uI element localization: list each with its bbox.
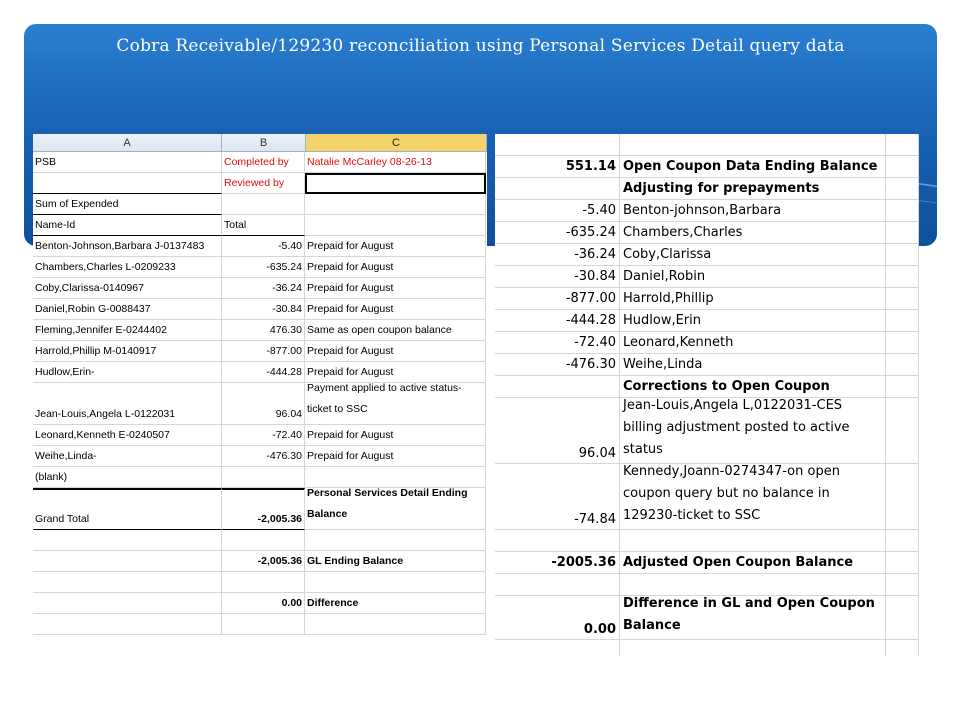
cell[interactable]: -2005.36	[495, 552, 620, 574]
table-row	[33, 236, 487, 257]
table-row	[33, 572, 487, 593]
column-header-a[interactable]: A	[33, 134, 222, 152]
table-row	[33, 341, 487, 362]
cell[interactable]	[620, 530, 886, 552]
cell[interactable]	[495, 530, 620, 552]
cell[interactable]	[886, 376, 919, 398]
cell[interactable]	[33, 551, 222, 572]
table-row	[495, 332, 919, 354]
cell[interactable]	[886, 266, 919, 288]
cell[interactable]	[886, 398, 919, 464]
cell[interactable]: Open Coupon Data Ending Balance	[620, 156, 886, 178]
cell[interactable]: Daniel,Robin G-0088437	[33, 299, 222, 320]
cell[interactable]: -30.84	[222, 299, 305, 320]
cell[interactable]: Adjusted Open Coupon Balance	[620, 552, 886, 574]
table-row	[33, 320, 487, 341]
table-row	[495, 552, 919, 574]
cell[interactable]	[886, 288, 919, 310]
cell[interactable]: -635.24	[495, 222, 620, 244]
cell[interactable]: Jean-Louis,Angela L-0122031	[33, 383, 222, 425]
cell[interactable]	[886, 332, 919, 354]
cell[interactable]	[886, 156, 919, 178]
cell[interactable]: Hudlow,Erin-	[33, 362, 222, 383]
cell[interactable]: -476.30	[222, 446, 305, 467]
cell[interactable]: Coby,Clarissa-0140967	[33, 278, 222, 299]
table-row	[495, 178, 919, 200]
cell[interactable]: -5.40	[222, 236, 305, 257]
cell[interactable]: -476.30	[495, 354, 620, 376]
cell[interactable]: -36.24	[495, 244, 620, 266]
cell[interactable]	[886, 640, 919, 656]
table-row	[495, 266, 919, 288]
table-row	[495, 200, 919, 222]
cell[interactable]: Daniel,Robin	[620, 266, 886, 288]
cell[interactable]: Completed by	[222, 152, 305, 173]
cell[interactable]	[33, 530, 222, 551]
cell[interactable]	[886, 464, 919, 530]
cell[interactable]: Leonard,Kenneth E-0240507	[33, 425, 222, 446]
cell[interactable]: Sum of Expended	[33, 194, 222, 215]
table-row	[33, 362, 487, 383]
cell[interactable]	[886, 200, 919, 222]
table-row	[495, 222, 919, 244]
cell[interactable]: Harrold,Phillip	[620, 288, 886, 310]
cell[interactable]: Prepaid for August	[305, 362, 486, 383]
cell[interactable]	[886, 552, 919, 574]
cell[interactable]: 476.30	[222, 320, 305, 341]
cell[interactable]: Jean-Louis,Angela L,0122031-CES billing adjustment posted to active status	[620, 398, 886, 464]
spacer-row	[495, 134, 919, 156]
cell[interactable]: Prepaid for August	[305, 236, 486, 257]
cell[interactable]	[222, 194, 305, 215]
table-row	[33, 467, 487, 488]
cell[interactable]	[886, 222, 919, 244]
cell[interactable]: Hudlow,Erin	[620, 310, 886, 332]
table-row	[495, 574, 919, 596]
cell[interactable]: Harrold,Phillip M-0140917	[33, 341, 222, 362]
table-row	[33, 194, 487, 215]
table-row	[33, 257, 487, 278]
cell[interactable]	[886, 134, 919, 156]
cell[interactable]: Coby,Clarissa	[620, 244, 886, 266]
cell[interactable]	[620, 640, 886, 656]
cell[interactable]: -2,005.36	[222, 551, 305, 572]
cell[interactable]: Natalie McCarley 08-26-13	[305, 152, 486, 173]
cell[interactable]: Benton-johnson,Barbara	[620, 200, 886, 222]
cell[interactable]: Prepaid for August	[305, 257, 486, 278]
table-row	[33, 299, 487, 320]
table-row	[33, 215, 487, 236]
cell[interactable]	[495, 376, 620, 398]
cell[interactable]: (blank)	[33, 467, 222, 488]
cell[interactable]: Leonard,Kenneth	[620, 332, 886, 354]
cell[interactable]: Same as open coupon balance	[305, 320, 486, 341]
cell[interactable]: Reviewed by	[222, 173, 305, 194]
table-row	[33, 614, 487, 635]
cell[interactable]	[33, 173, 222, 194]
cell[interactable]: -444.28	[495, 310, 620, 332]
cell[interactable]: 96.04	[222, 383, 305, 425]
table-row	[495, 288, 919, 310]
table-row	[33, 278, 487, 299]
cell[interactable]	[33, 614, 222, 635]
cell[interactable]: Payment applied to active status-ticket to SSC	[305, 383, 486, 425]
cell[interactable]	[886, 354, 919, 376]
cell[interactable]	[495, 574, 620, 596]
cell[interactable]	[620, 134, 886, 156]
cell[interactable]	[886, 530, 919, 552]
cell[interactable]: -5.40	[495, 200, 620, 222]
cell[interactable]	[886, 310, 919, 332]
cell[interactable]	[305, 467, 486, 488]
cell[interactable]: 96.04	[495, 398, 620, 464]
cell[interactable]: Difference	[305, 593, 486, 614]
cell[interactable]	[33, 572, 222, 593]
table-row	[495, 530, 919, 552]
cell[interactable]: 551.14	[495, 156, 620, 178]
table-row	[33, 425, 487, 446]
cell[interactable]: 0.00	[495, 596, 620, 640]
cell[interactable]: -74.84	[495, 464, 620, 530]
cell[interactable]: -30.84	[495, 266, 620, 288]
cell[interactable]: -72.40	[495, 332, 620, 354]
cell[interactable]	[620, 574, 886, 596]
cell[interactable]: Prepaid for August	[305, 341, 486, 362]
table-row	[33, 383, 487, 425]
cell[interactable]	[886, 244, 919, 266]
table-row	[33, 152, 487, 173]
cell[interactable]: -877.00	[222, 341, 305, 362]
cell[interactable]	[222, 572, 305, 593]
cell[interactable]	[305, 215, 486, 236]
cell[interactable]: Difference in GL and Open Coupon Balance	[620, 596, 886, 640]
selected-cell[interactable]	[305, 173, 486, 194]
table-row	[495, 640, 919, 656]
table-row	[33, 488, 487, 530]
cell[interactable]	[495, 178, 620, 200]
cell[interactable]	[33, 593, 222, 614]
table-row	[33, 530, 487, 551]
cell[interactable]	[222, 614, 305, 635]
cell[interactable]: Corrections to Open Coupon	[620, 376, 886, 398]
cell[interactable]	[305, 530, 486, 551]
column-header-c[interactable]: C	[306, 134, 487, 152]
cell[interactable]	[305, 194, 486, 215]
cell[interactable]: Fleming,Jennifer E-0244402	[33, 320, 222, 341]
cell[interactable]: -877.00	[495, 288, 620, 310]
table-row	[495, 156, 919, 178]
cell[interactable]	[222, 467, 305, 488]
cell[interactable]	[305, 572, 486, 593]
cell[interactable]: Name-Id	[33, 215, 222, 236]
cell[interactable]	[886, 574, 919, 596]
cell[interactable]: Weihe,Linda	[620, 354, 886, 376]
cell[interactable]	[886, 596, 919, 640]
cell[interactable]: Grand Total	[33, 488, 222, 530]
cell[interactable]: Chambers,Charles L-0209233	[33, 257, 222, 278]
cell[interactable]: PSB	[33, 152, 222, 173]
table-row	[495, 464, 919, 530]
table-row	[33, 173, 487, 194]
cell[interactable]: Personal Services Detail Ending Balance	[305, 488, 486, 530]
cell[interactable]	[222, 530, 305, 551]
cell[interactable]: -2,005.36	[222, 488, 305, 530]
cell[interactable]: Prepaid for August	[305, 299, 486, 320]
cell[interactable]	[305, 614, 486, 635]
column-header-b[interactable]: B	[222, 134, 306, 152]
cell[interactable]: Benton-Johnson,Barbara J-0137483	[33, 236, 222, 257]
table-row	[495, 398, 919, 464]
table-row	[495, 354, 919, 376]
left-spreadsheet	[33, 134, 487, 656]
cell[interactable]	[495, 640, 620, 656]
table-row	[33, 446, 487, 467]
slide-title: Cobra Receivable/129230 reconciliation using Personal Services Detail query data	[116, 36, 845, 56]
cell[interactable]: -635.24	[222, 257, 305, 278]
cell[interactable]: 0.00	[222, 593, 305, 614]
cell[interactable]: Chambers,Charles	[620, 222, 886, 244]
cell[interactable]: GL Ending Balance	[305, 551, 486, 572]
right-spreadsheet	[495, 134, 919, 656]
cell[interactable]: -72.40	[222, 425, 305, 446]
cell[interactable]: Prepaid for August	[305, 278, 486, 299]
cell[interactable]: Prepaid for August	[305, 446, 486, 467]
table-row	[33, 551, 487, 572]
table-row	[495, 244, 919, 266]
cell[interactable]	[886, 178, 919, 200]
cell[interactable]	[495, 134, 620, 156]
cell[interactable]: Total	[222, 215, 305, 236]
column-header-row	[33, 134, 487, 152]
table-row	[495, 596, 919, 640]
cell[interactable]: -36.24	[222, 278, 305, 299]
table-row	[33, 593, 487, 614]
cell[interactable]: -444.28	[222, 362, 305, 383]
table-row	[495, 376, 919, 398]
cell[interactable]: Weihe,Linda-	[33, 446, 222, 467]
cell[interactable]: Adjusting for prepayments	[620, 178, 886, 200]
cell[interactable]: Prepaid for August	[305, 425, 486, 446]
table-row	[495, 310, 919, 332]
cell[interactable]: Kennedy,Joann-0274347-on open coupon query but no balance in 129230-ticket to SSC	[620, 464, 886, 530]
